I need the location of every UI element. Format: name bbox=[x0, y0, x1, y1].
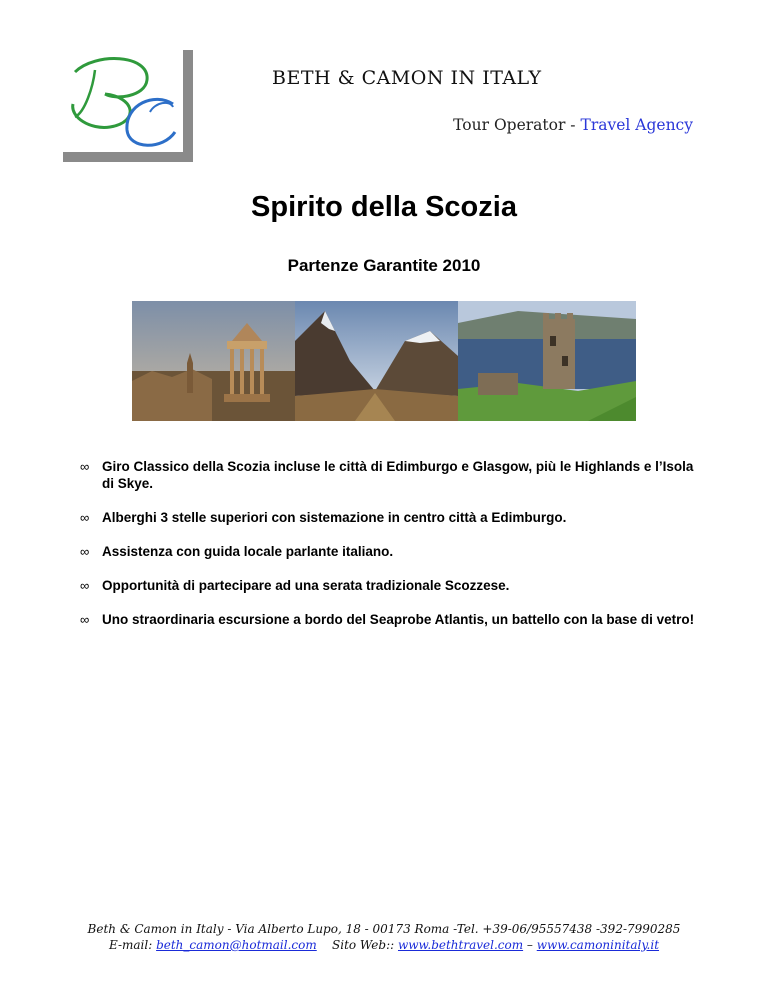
photo-strip bbox=[132, 301, 636, 421]
edinburgh-monument-photo bbox=[132, 301, 295, 421]
email-link[interactable]: beth_camon@hotmail.com bbox=[156, 938, 317, 952]
web-separator: – bbox=[523, 938, 537, 952]
website-link-camoninitaly[interactable]: www.camoninitaly.it bbox=[536, 938, 660, 952]
company-name: BETH & CAMON IN ITALY bbox=[272, 67, 542, 89]
infinity-bullet-icon: ∞ bbox=[80, 612, 90, 627]
company-logo bbox=[55, 42, 195, 162]
footer-address: Beth & Camon in Italy - Via Alberto Lupo, 18 - 00173 Roma -Tel. +39-06/95557438 -392-7990285 bbox=[87, 922, 681, 936]
tagline-accent: Travel Agency bbox=[580, 116, 693, 134]
infinity-bullet-icon: ∞ bbox=[80, 459, 90, 474]
email-label: E-mail: bbox=[108, 938, 157, 952]
feature-text: Alberghi 3 stelle superiori con sistemazione in centro città a Edimburgo. bbox=[102, 510, 567, 525]
infinity-bullet-icon: ∞ bbox=[80, 544, 90, 559]
page-subtitle: Partenze Garantite 2010 bbox=[287, 256, 481, 275]
feature-text: Giro Classico della Scozia incluse le città di Edimburgo e Glasgow, più le Highlands e l’Isola di Skye. bbox=[102, 459, 694, 491]
feature-item bbox=[80, 458, 700, 492]
page-title: Spirito della Scozia bbox=[251, 191, 517, 223]
company-tagline bbox=[453, 116, 693, 134]
urquhart-castle-photo bbox=[458, 301, 636, 421]
feature-text: Uno straordinaria escursione a bordo del Seaprobe Atlantis, un battello con la base di vetro! bbox=[102, 612, 695, 627]
footer-links-line bbox=[0, 937, 768, 953]
footer-contact bbox=[0, 921, 768, 953]
monogram-graphic bbox=[55, 42, 195, 162]
infinity-bullet-icon: ∞ bbox=[80, 578, 90, 593]
infinity-bullet-icon: ∞ bbox=[80, 510, 90, 525]
tagline-prefix: Tour Operator - bbox=[453, 116, 581, 134]
feature-text: Opportunità di partecipare ad una serata tradizionale Scozzese. bbox=[102, 578, 510, 593]
web-label: Sito Web:: bbox=[332, 938, 398, 952]
feature-item bbox=[80, 577, 700, 594]
feature-item bbox=[80, 543, 700, 560]
feature-list bbox=[80, 458, 700, 645]
feature-item bbox=[80, 509, 700, 526]
website-link-bethtravel[interactable]: www.bethtravel.com bbox=[397, 938, 524, 952]
feature-item bbox=[80, 611, 700, 628]
glencoe-valley-photo bbox=[295, 301, 458, 421]
feature-text: Assistenza con guida locale parlante italiano. bbox=[102, 544, 394, 559]
